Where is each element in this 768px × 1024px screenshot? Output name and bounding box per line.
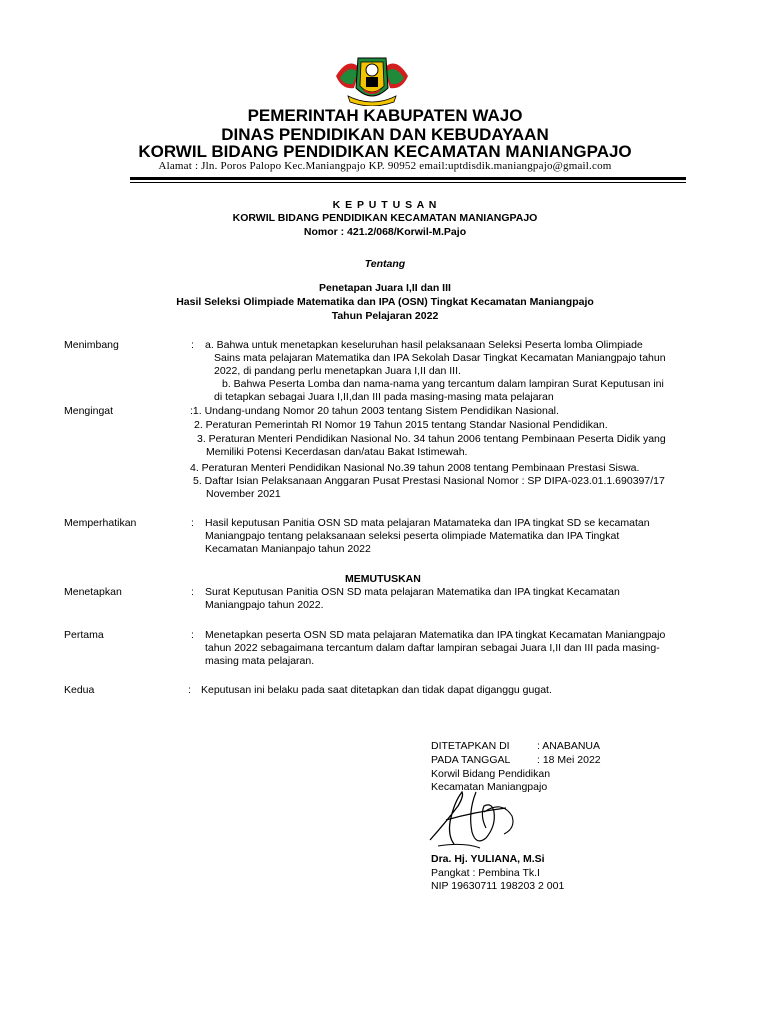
menimbang-b-line-2: di tetapkan sebagai Juara I,II,dan III pada masing-masing mata pelajaran	[214, 391, 554, 403]
header-rule-thin	[130, 182, 686, 183]
memperhatikan-line-2: Maniangpajo tentang pelaksanaan seleksi peserta olimpiade Matematika dan IPA Tingkat	[205, 530, 620, 542]
pertama-line-2: tahun 2022 sebagaimana tercantum dalam daftar lampiran sebagai Juara I,II dan III pada masing-	[205, 642, 660, 654]
decree-tentang: Tentang	[364, 258, 406, 270]
menetapkan-label: Menetapkan	[64, 586, 122, 598]
decree-title: K E P U T U S A N	[332, 199, 438, 211]
menetapkan-line-2: Maniangpajo tahun 2022.	[205, 599, 324, 611]
signature-office-2: Kecamatan Maniangpajo	[431, 781, 548, 793]
mengingat-item-5b: November 2021	[206, 488, 281, 500]
pertama-colon: :	[191, 629, 194, 641]
menimbang-label: Menimbang	[64, 339, 119, 351]
signature-office-1: Korwil Bidang Pendidikan	[431, 768, 551, 780]
menimbang-colon: :	[191, 339, 194, 351]
memperhatikan-colon: :	[191, 517, 194, 529]
mengingat-item-3b: Memiliki Potensi Kecerdasan dan/atau Bakat Istimewah.	[206, 446, 468, 458]
mengingat-item-3a: 3. Peraturan Menteri Pendidikan Nasional No. 34 tahun 2006 tentang Pembinaan Peserta Didik yang	[197, 433, 666, 445]
decree-subject-2: Hasil Seleksi Olimpiade Matematika dan IPA (OSN) Tingkat Kecamatan Maniangpajo	[176, 296, 594, 308]
memperhatikan-line-3: Kecamatan Manianpajo tahun 2022	[205, 543, 371, 555]
decree-issuer: KORWIL BIDANG PENDIDIKAN KECAMATAN MANIANGPAJO	[232, 212, 538, 224]
tanggal-label: PADA TANGGAL	[431, 754, 511, 766]
memperhatikan-line-1: Hasil keputusan Panitia OSN SD mata pelajaran Matamateka dan IPA tingkat SD se kecamatan	[205, 517, 650, 529]
kabupaten-wajo-emblem-icon	[334, 52, 410, 106]
menetapkan-line-1: Surat Keputusan Panitia OSN SD mata pelajaran Matematika dan IPA tingkat Kecamatan	[205, 586, 620, 598]
memutuskan-heading: MEMUTUSKAN	[345, 573, 421, 585]
signatory-name: Dra. Hj. YULIANA, M.Si	[431, 853, 545, 865]
mengingat-item-2: 2. Peraturan Pemerintah RI Nomor 19 Tahun 2015 tentang Standar Nasional Pendidikan.	[194, 419, 608, 431]
decree-number: Nomor : 421.2/068/Korwil-M.Pajo	[303, 226, 467, 238]
mengingat-label: Mengingat	[64, 405, 114, 417]
decree-subject-1: Penetapan Juara I,II dan III	[319, 282, 451, 294]
menimbang-a-line-3: 2022, di pandang perlu menetapkan Juara I,II dan III.	[214, 365, 461, 377]
header-line-1: PEMERINTAH KABUPATEN WAJO	[247, 106, 523, 125]
signatory-nip: NIP 19630711 198203 2 001	[431, 880, 565, 892]
signatory-rank: Pangkat : Pembina Tk.I	[431, 867, 540, 879]
handwritten-signature-icon	[424, 782, 534, 854]
menimbang-b-line-1: b. Bahwa Peserta Lomba dan nama-nama yang tercantum dalam lampiran Surat Keputusan ini	[222, 378, 664, 390]
tanggal-row	[431, 754, 601, 766]
menimbang-a-line-1: a. Bahwa untuk menetapkan keseluruhan hasil pelaksanaan Seleksi Peserta lomba Olimpiade	[205, 339, 643, 351]
header-address: Alamat : Jln. Poros Palopo Kec.Maniangpajo KP. 90952 email:uptdisdik.maniangpajo@gmail.com	[158, 160, 612, 172]
header-rule-thick	[130, 177, 686, 180]
pertama-label: Pertama	[64, 629, 104, 641]
mengingat-item-5a: 5. Daftar Isian Pelaksanaan Anggaran Pusat Prestasi Nasional Nomor : SP DIPA-023.01.1.690397/17	[193, 475, 665, 487]
tanggal-value: : 18 Mei 2022	[537, 754, 601, 766]
header-line-2: DINAS PENDIDIKAN DAN KEBUDAYAAN	[221, 125, 549, 144]
pertama-line-1: Menetapkan peserta OSN SD mata pelajaran Matematika dan IPA tingkat Kecamatan Maniangpajo	[205, 629, 666, 641]
kedua-label: Kedua	[64, 684, 95, 696]
mengingat-item-4: 4. Peraturan Menteri Pendidikan Nasional No.39 tahun 2008 tentang Pembinaan Prestasi Siswa.	[190, 462, 640, 474]
mengingat-item-1: :1. Undang-undang Nomor 20 tahun 2003 tentang Sistem Pendidikan Nasional.	[190, 405, 559, 417]
kedua-colon: :	[188, 684, 191, 696]
ditetapkan-label: DITETAPKAN DI	[431, 740, 510, 752]
decree-subject-3: Tahun Pelajaran 2022	[331, 310, 439, 322]
menetapkan-colon: :	[191, 586, 194, 598]
menimbang-a-line-2: Sains mata pelajaran Matematika dan IPA Sekolah Dasar Tingkat Kecamatan Maniangpajo tahun	[214, 352, 666, 364]
memperhatikan-label: Memperhatikan	[64, 517, 137, 529]
kedua-line-1: Keputusan ini belaku pada saat ditetapkan dan tidak dapat diganggu gugat.	[201, 684, 552, 696]
header-line-3: KORWIL BIDANG PENDIDIKAN KECAMATAN MANIANGPAJO	[138, 142, 632, 161]
pertama-line-3: masing mata pelajaran.	[205, 655, 315, 667]
ditetapkan-value: : ANABANUA	[537, 740, 601, 752]
ditetapkan-row	[431, 740, 600, 752]
